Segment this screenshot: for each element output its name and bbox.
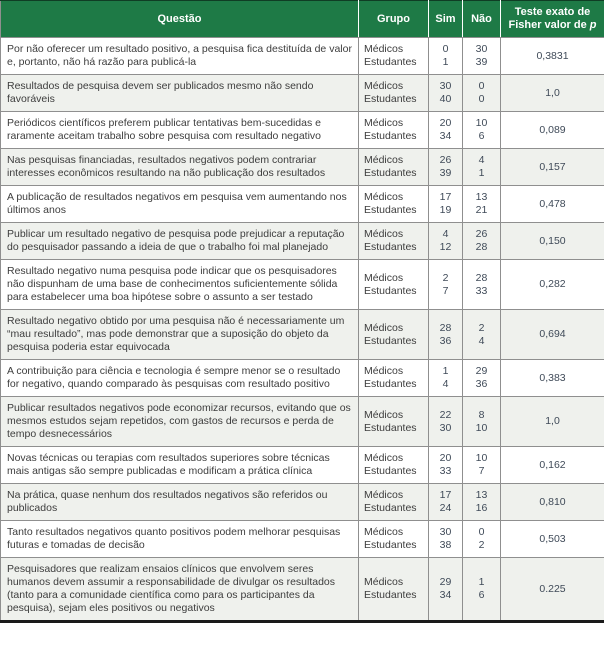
nao-value-estudantes: 16: [475, 502, 488, 514]
table-row: [1, 112, 604, 149]
sim-value-medicos: 20: [439, 452, 452, 464]
nao-cell: [463, 223, 501, 260]
sim-value-estudantes: 39: [439, 167, 452, 179]
group-cell: [359, 149, 429, 186]
sim-value-medicos: 30: [439, 526, 452, 538]
question-cell: Tanto resultados negativos quanto positivos podem melhorar pesquisas futuras e tomadas de decisão: [1, 521, 359, 558]
sim-value-estudantes: 19: [439, 204, 452, 216]
sim-cell: [429, 75, 463, 112]
nao-value-medicos: 1: [478, 576, 485, 588]
sim-value-medicos: 28: [439, 321, 452, 334]
sim-cell: [429, 484, 463, 521]
nao-value-estudantes: 0: [478, 93, 485, 105]
column-header-nao: Não: [463, 1, 501, 38]
p-value-cell: 0,810: [501, 484, 604, 521]
group-estudantes-label: Estudantes: [364, 589, 417, 601]
group-medicos-label: Médicos: [364, 365, 404, 377]
group-estudantes-label: Estudantes: [364, 284, 417, 297]
group-cell: [359, 360, 429, 397]
group-medicos-label: Médicos: [364, 117, 404, 129]
nao-cell: [463, 75, 501, 112]
column-header-grupo: Grupo: [359, 1, 429, 38]
group-cell: [359, 484, 429, 521]
group-medicos-label: Médicos: [364, 228, 404, 240]
nao-cell: [463, 260, 501, 310]
group-medicos-label: Médicos: [364, 80, 404, 92]
sim-value-medicos: 17: [439, 489, 452, 501]
group-medicos-label: Médicos: [364, 271, 404, 284]
p-value-cell: 1,0: [501, 397, 604, 447]
p-value-cell: 0,503: [501, 521, 604, 558]
sim-value-medicos: 4: [442, 228, 449, 240]
nao-value-medicos: 29: [475, 365, 488, 377]
group-estudantes-label: Estudantes: [364, 502, 417, 514]
group-medicos-label: Médicos: [364, 489, 404, 501]
question-cell: Nas pesquisas financiadas, resultados negativos podem contrariar interesses econômicos resultando na não publicação dos resultados: [1, 149, 359, 186]
p-value-cell: 0,478: [501, 186, 604, 223]
sim-cell: [429, 38, 463, 75]
sim-value-medicos: 29: [439, 576, 452, 588]
column-header-sim: Sim: [429, 1, 463, 38]
p-value-cell: 0,694: [501, 310, 604, 360]
sim-value-estudantes: 34: [439, 589, 452, 601]
nao-cell: [463, 447, 501, 484]
nao-value-medicos: 4: [478, 154, 485, 166]
question-cell: Resultado negativo obtido por uma pesquisa não é necessariamente um “mau resultado”, mas pode demonstrar que a suposição do objeto da pesquisa poderia estar equivocada: [1, 310, 359, 360]
fisher-label: Teste exato de Fisher valor de: [508, 6, 591, 31]
p-value-cell: 0,282: [501, 260, 604, 310]
table-body: [1, 38, 604, 622]
sim-cell: [429, 260, 463, 310]
p-value-cell: 0,089: [501, 112, 604, 149]
table-row: [1, 360, 604, 397]
nao-cell: [463, 397, 501, 447]
sim-value-estudantes: 4: [442, 378, 449, 390]
group-cell: [359, 260, 429, 310]
group-cell: [359, 186, 429, 223]
question-cell: Na prática, quase nenhum dos resultados negativos são referidos ou publicados: [1, 484, 359, 521]
group-cell: [359, 558, 429, 622]
sim-value-medicos: 26: [439, 154, 452, 166]
group-cell: [359, 521, 429, 558]
nao-cell: [463, 38, 501, 75]
question-cell: A contribuição para ciência e tecnologia é sempre menor se o resultado for negativo, quando comparado às pesquisas com resultado positivo: [1, 360, 359, 397]
fisher-p-symbol: p: [589, 19, 597, 31]
nao-value-medicos: 10: [475, 117, 488, 129]
table-row: [1, 75, 604, 112]
question-cell: Resultado negativo numa pesquisa pode indicar que os pesquisadores não dispunham de uma base de conhecimentos suficientemente sólida para estabelecer uma boa hipótese sobre o assunto a ser testado: [1, 260, 359, 310]
nao-value-estudantes: 36: [475, 378, 488, 390]
question-cell: Publicar resultados negativos pode economizar recursos, evitando que os mesmos estudos sejam repetidos, com gastos de recursos e perda de tempo desnecessários: [1, 397, 359, 447]
sim-value-estudantes: 33: [439, 465, 452, 477]
nao-value-medicos: 13: [475, 191, 488, 203]
nao-cell: [463, 186, 501, 223]
table-row: [1, 521, 604, 558]
sim-value-estudantes: 38: [439, 539, 452, 551]
sim-cell: [429, 310, 463, 360]
group-cell: [359, 38, 429, 75]
nao-value-estudantes: 33: [475, 284, 488, 297]
nao-value-medicos: 8: [478, 408, 485, 421]
sim-cell: [429, 558, 463, 622]
table-row: [1, 558, 604, 622]
nao-value-medicos: 13: [475, 489, 488, 501]
nao-value-estudantes: 39: [475, 56, 488, 68]
sim-value-estudantes: 36: [439, 334, 452, 347]
table-row: [1, 447, 604, 484]
group-cell: [359, 397, 429, 447]
nao-cell: [463, 484, 501, 521]
p-value-cell: 0,157: [501, 149, 604, 186]
sim-value-medicos: 30: [439, 80, 452, 92]
group-cell: [359, 310, 429, 360]
sim-value-medicos: 0: [442, 43, 449, 55]
table-row: [1, 484, 604, 521]
p-value-cell: 0,3831: [501, 38, 604, 75]
p-value-cell: 0.225: [501, 558, 604, 622]
sim-cell: [429, 149, 463, 186]
group-cell: [359, 112, 429, 149]
sim-value-estudantes: 1: [442, 56, 449, 68]
nao-cell: [463, 310, 501, 360]
sim-cell: [429, 521, 463, 558]
group-estudantes-label: Estudantes: [364, 93, 417, 105]
p-value-cell: 0,150: [501, 223, 604, 260]
nao-value-medicos: 30: [475, 43, 488, 55]
group-estudantes-label: Estudantes: [364, 241, 417, 253]
nao-cell: [463, 360, 501, 397]
nao-value-estudantes: 6: [478, 130, 485, 142]
group-medicos-label: Médicos: [364, 191, 404, 203]
group-medicos-label: Médicos: [364, 43, 404, 55]
group-medicos-label: Médicos: [364, 408, 404, 421]
nao-cell: [463, 112, 501, 149]
nao-value-medicos: 0: [478, 526, 485, 538]
group-estudantes-label: Estudantes: [364, 334, 417, 347]
group-medicos-label: Médicos: [364, 452, 404, 464]
group-estudantes-label: Estudantes: [364, 130, 417, 142]
sim-value-medicos: 17: [439, 191, 452, 203]
sim-value-medicos: 20: [439, 117, 452, 129]
nao-value-estudantes: 10: [475, 421, 488, 434]
group-estudantes-label: Estudantes: [364, 56, 417, 68]
sim-value-medicos: 2: [442, 271, 449, 284]
question-cell: Periódicos científicos preferem publicar tentativas bem-sucedidas e raramente aceitam trabalho sobre pesquisa com resultado negativo: [1, 112, 359, 149]
table-row: [1, 397, 604, 447]
column-header-questao: Questão: [1, 1, 359, 38]
sim-value-medicos: 1: [442, 365, 449, 377]
group-estudantes-label: Estudantes: [364, 465, 417, 477]
nao-cell: [463, 521, 501, 558]
nao-value-estudantes: 21: [475, 204, 488, 216]
nao-value-estudantes: 7: [478, 465, 485, 477]
nao-value-estudantes: 2: [478, 539, 485, 551]
sim-cell: [429, 223, 463, 260]
group-medicos-label: Médicos: [364, 576, 404, 588]
question-cell: Por não oferecer um resultado positivo, a pesquisa fica destituída de valor e, portanto, não há razão para publicá-la: [1, 38, 359, 75]
nao-value-estudantes: 6: [478, 589, 485, 601]
nao-value-medicos: 10: [475, 452, 488, 464]
question-cell: Novas técnicas ou terapias com resultados superiores sobre técnicas mais antigas são sempre publicadas e modificam a prática clínica: [1, 447, 359, 484]
sim-value-estudantes: 12: [439, 241, 452, 253]
question-cell: Publicar um resultado negativo de pesquisa pode prejudicar a reputação do pesquisador passando a ideia de que o trabalho foi mal planejado: [1, 223, 359, 260]
nao-cell: [463, 558, 501, 622]
sim-cell: [429, 360, 463, 397]
table-row: [1, 223, 604, 260]
table-row: [1, 149, 604, 186]
sim-value-estudantes: 7: [442, 284, 449, 297]
sim-cell: [429, 447, 463, 484]
group-cell: [359, 223, 429, 260]
question-cell: Pesquisadores que realizam ensaios clínicos que envolvem seres humanos devem assumir a responsabilidade de divulgar os resultados (tanto para a comunidade científica como para os participantes da pesquisa), sejam eles positivos ou negativos: [1, 558, 359, 622]
nao-value-medicos: 2: [478, 321, 485, 334]
nao-value-estudantes: 4: [478, 334, 485, 347]
sim-value-estudantes: 24: [439, 502, 452, 514]
group-estudantes-label: Estudantes: [364, 539, 417, 551]
group-estudantes-label: Estudantes: [364, 204, 417, 216]
table-row: [1, 310, 604, 360]
table-row: [1, 38, 604, 75]
p-value-cell: 1,0: [501, 75, 604, 112]
nao-value-medicos: 28: [475, 271, 488, 284]
question-cell: A publicação de resultados negativos em pesquisa vem aumentando nos últimos anos: [1, 186, 359, 223]
question-cell: Resultados de pesquisa devem ser publicados mesmo não sendo favoráveis: [1, 75, 359, 112]
sim-value-medicos: 22: [439, 408, 452, 421]
p-value-cell: 0,383: [501, 360, 604, 397]
group-cell: [359, 447, 429, 484]
group-cell: [359, 75, 429, 112]
table-header: [1, 1, 604, 38]
table-row: [1, 260, 604, 310]
group-estudantes-label: Estudantes: [364, 167, 417, 179]
header-row: [1, 1, 604, 38]
nao-value-estudantes: 28: [475, 241, 488, 253]
group-medicos-label: Médicos: [364, 154, 404, 166]
sim-value-estudantes: 30: [439, 421, 452, 434]
group-estudantes-label: Estudantes: [364, 421, 417, 434]
p-value-cell: 0,162: [501, 447, 604, 484]
table-row: [1, 186, 604, 223]
sim-value-estudantes: 40: [439, 93, 452, 105]
nao-value-medicos: 0: [478, 80, 485, 92]
group-medicos-label: Médicos: [364, 321, 404, 334]
nao-value-estudantes: 1: [478, 167, 485, 179]
nao-cell: [463, 149, 501, 186]
group-estudantes-label: Estudantes: [364, 378, 417, 390]
sim-value-estudantes: 34: [439, 130, 452, 142]
column-header-fisher: [501, 1, 604, 38]
sim-cell: [429, 186, 463, 223]
sim-cell: [429, 397, 463, 447]
sim-cell: [429, 112, 463, 149]
nao-value-medicos: 26: [475, 228, 488, 240]
group-medicos-label: Médicos: [364, 526, 404, 538]
